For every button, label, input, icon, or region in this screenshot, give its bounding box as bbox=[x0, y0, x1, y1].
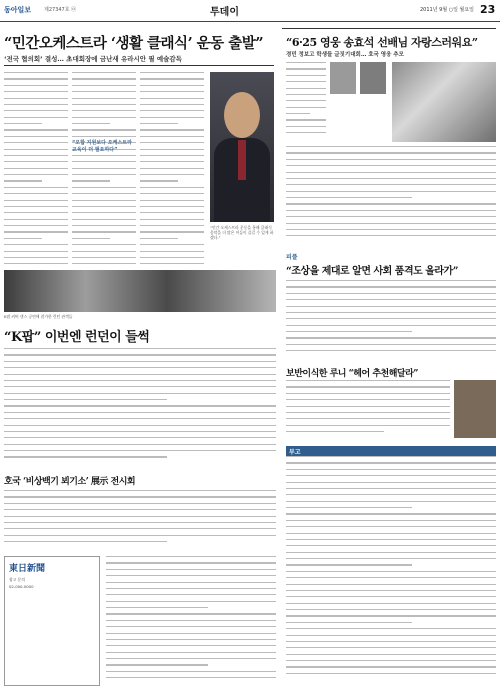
text-line bbox=[106, 677, 276, 678]
text-line bbox=[286, 590, 496, 591]
text-line bbox=[4, 104, 68, 105]
text-line bbox=[286, 203, 496, 204]
text-line bbox=[286, 660, 496, 661]
text-line bbox=[72, 225, 136, 226]
text-line bbox=[286, 533, 496, 534]
text-line bbox=[286, 380, 450, 381]
text-line bbox=[140, 110, 204, 111]
text-line bbox=[4, 85, 68, 86]
text-line bbox=[72, 180, 110, 181]
text-line bbox=[286, 462, 496, 463]
text-line bbox=[140, 168, 204, 169]
text-line bbox=[4, 405, 276, 406]
article1-headline: “민간오케스트라 ‘생활 클래식’ 운동 출발” bbox=[4, 35, 264, 52]
text-line bbox=[286, 666, 496, 667]
text-line bbox=[286, 545, 496, 546]
text-line bbox=[4, 98, 68, 99]
text-line bbox=[106, 639, 276, 640]
text-line bbox=[4, 161, 68, 162]
text-line bbox=[4, 187, 68, 188]
text-line bbox=[106, 671, 276, 672]
text-line bbox=[286, 412, 450, 413]
text-line bbox=[286, 159, 496, 160]
text-line bbox=[4, 522, 276, 523]
text-line bbox=[72, 104, 136, 105]
paper-name: 동아일보 bbox=[4, 6, 32, 14]
text-line bbox=[286, 552, 496, 553]
text-line bbox=[286, 293, 496, 294]
article2-main-photo bbox=[392, 62, 496, 142]
text-line bbox=[286, 235, 496, 236]
text-line bbox=[4, 149, 68, 150]
text-line bbox=[106, 620, 276, 621]
text-line bbox=[4, 490, 276, 491]
text-line bbox=[72, 193, 136, 194]
text-line bbox=[4, 437, 276, 438]
text-line bbox=[72, 257, 136, 258]
text-line bbox=[140, 187, 204, 188]
article7-headline: 부고 bbox=[286, 446, 496, 457]
text-line bbox=[72, 117, 136, 118]
text-line bbox=[286, 94, 326, 95]
text-line bbox=[72, 155, 136, 156]
text-line bbox=[72, 206, 136, 207]
text-line bbox=[286, 399, 450, 400]
text-line bbox=[286, 520, 496, 521]
text-line bbox=[286, 393, 450, 394]
text-line bbox=[4, 541, 167, 542]
text-line bbox=[4, 354, 276, 355]
ad-line-1: 광고 문의 bbox=[9, 577, 25, 582]
text-line bbox=[140, 91, 204, 92]
text-line bbox=[4, 212, 68, 213]
issue-number: 제27347호 ㉧ bbox=[44, 7, 77, 13]
text-line bbox=[4, 257, 68, 258]
text-line bbox=[286, 350, 496, 351]
text-line bbox=[4, 431, 276, 432]
text-line bbox=[286, 494, 496, 495]
text-line bbox=[286, 331, 412, 332]
text-line bbox=[286, 386, 450, 387]
text-line bbox=[72, 136, 136, 137]
text-line bbox=[286, 418, 450, 419]
text-line bbox=[286, 673, 496, 674]
text-line bbox=[106, 582, 276, 583]
text-line bbox=[72, 187, 136, 188]
text-line bbox=[140, 244, 204, 245]
text-line bbox=[72, 212, 136, 213]
text-line bbox=[286, 501, 496, 502]
text-line bbox=[106, 664, 208, 665]
article4-body bbox=[286, 280, 496, 360]
text-line bbox=[72, 219, 136, 220]
article2-headline: “6·25 영웅 송효석 선배님 자랑스러워요” bbox=[286, 36, 478, 49]
text-line bbox=[72, 168, 136, 169]
article1-body-col3 bbox=[140, 72, 204, 277]
article2-body-bottom bbox=[286, 146, 496, 246]
text-line bbox=[4, 180, 42, 181]
text-line bbox=[286, 197, 412, 198]
text-line bbox=[140, 251, 204, 252]
text-line bbox=[286, 469, 496, 470]
text-line bbox=[4, 117, 68, 118]
text-line bbox=[4, 193, 68, 194]
text-line bbox=[140, 129, 204, 130]
text-line bbox=[106, 594, 276, 595]
text-line bbox=[72, 231, 136, 232]
text-line bbox=[286, 507, 412, 508]
text-line bbox=[4, 367, 276, 368]
text-line bbox=[106, 562, 276, 563]
text-line bbox=[286, 344, 496, 345]
text-line bbox=[106, 569, 276, 570]
text-line bbox=[286, 132, 326, 133]
text-line bbox=[72, 263, 136, 264]
text-line bbox=[4, 528, 276, 529]
text-line bbox=[286, 312, 496, 313]
text-line bbox=[140, 72, 204, 73]
text-line bbox=[4, 399, 167, 400]
article1-body-col2 bbox=[72, 72, 136, 277]
text-line bbox=[4, 380, 276, 381]
article5-photo bbox=[454, 380, 496, 438]
text-line bbox=[286, 571, 496, 572]
article4-column-label: 피플 bbox=[286, 254, 298, 261]
text-line bbox=[286, 564, 412, 565]
text-line bbox=[4, 78, 68, 79]
article2-body-left bbox=[286, 62, 326, 142]
article5-body bbox=[286, 380, 450, 440]
text-line bbox=[286, 286, 496, 287]
text-line bbox=[286, 603, 496, 604]
text-line bbox=[72, 161, 136, 162]
text-line bbox=[72, 174, 136, 175]
text-line bbox=[72, 244, 136, 245]
text-line bbox=[140, 206, 204, 207]
text-line bbox=[286, 406, 450, 407]
text-line bbox=[140, 180, 178, 181]
article2-small-photo-1 bbox=[330, 62, 356, 94]
text-line bbox=[106, 658, 276, 659]
text-line bbox=[4, 496, 276, 497]
text-line bbox=[140, 78, 204, 79]
text-line bbox=[4, 509, 276, 510]
text-line bbox=[106, 626, 276, 627]
article6-headline: 호국 ‘비상백기 뵈기소’ 展示 전시회 bbox=[4, 477, 136, 487]
text-line bbox=[140, 123, 178, 124]
text-line bbox=[286, 513, 496, 514]
text-line bbox=[286, 146, 496, 147]
text-line bbox=[106, 633, 276, 634]
text-line bbox=[4, 142, 68, 143]
text-line bbox=[286, 584, 496, 585]
text-line bbox=[286, 622, 412, 623]
text-line bbox=[286, 223, 496, 224]
text-line bbox=[4, 225, 68, 226]
text-line bbox=[106, 588, 276, 589]
masthead bbox=[0, 0, 500, 22]
text-line bbox=[72, 251, 136, 252]
text-line bbox=[140, 117, 204, 118]
text-line bbox=[286, 539, 496, 540]
text-line bbox=[140, 231, 204, 232]
text-line bbox=[286, 88, 326, 89]
text-line bbox=[4, 516, 276, 517]
text-line bbox=[140, 193, 204, 194]
article1-portrait-photo bbox=[210, 72, 274, 222]
portrait-face bbox=[224, 92, 260, 138]
text-line bbox=[4, 200, 68, 201]
text-line bbox=[140, 212, 204, 213]
text-line bbox=[140, 238, 178, 239]
text-line bbox=[286, 325, 496, 326]
text-line bbox=[4, 361, 276, 362]
text-line bbox=[286, 62, 326, 63]
text-line bbox=[4, 91, 68, 92]
article2-small-photo-2 bbox=[360, 62, 386, 94]
text-line bbox=[72, 98, 136, 99]
article6-body bbox=[4, 490, 276, 550]
text-line bbox=[286, 609, 496, 610]
text-line bbox=[4, 425, 276, 426]
article3-headline: “K팝” 이번엔 런던이 들썩 bbox=[4, 330, 150, 345]
text-line bbox=[4, 374, 276, 375]
text-line bbox=[4, 418, 276, 419]
text-line bbox=[4, 155, 68, 156]
text-line bbox=[286, 318, 496, 319]
text-line bbox=[4, 412, 276, 413]
text-line bbox=[106, 652, 276, 653]
text-line bbox=[286, 68, 326, 69]
text-line bbox=[140, 149, 204, 150]
text-line bbox=[286, 191, 496, 192]
text-line bbox=[286, 577, 496, 578]
text-line bbox=[72, 129, 136, 130]
article1-subhead: ‘전국 협의회’ 결성… 초대회장에 금난새 유라시안 필 예술감독 bbox=[4, 55, 182, 63]
text-line bbox=[140, 219, 204, 220]
text-line bbox=[286, 654, 496, 655]
text-line bbox=[72, 110, 136, 111]
portrait-tie bbox=[238, 140, 246, 180]
text-line bbox=[286, 210, 496, 211]
text-line bbox=[286, 337, 496, 338]
text-line bbox=[286, 126, 326, 127]
article2-frame-top bbox=[282, 28, 496, 29]
text-line bbox=[106, 613, 276, 614]
text-line bbox=[72, 200, 136, 201]
text-line bbox=[4, 535, 276, 536]
text-line bbox=[4, 123, 42, 124]
text-line bbox=[140, 104, 204, 105]
text-line bbox=[286, 558, 496, 559]
article4-headline: “조상을 제대로 알면 사회 품격도 올라가” bbox=[286, 266, 458, 277]
page-number: 23 bbox=[480, 3, 496, 16]
text-line bbox=[4, 244, 68, 245]
text-line bbox=[286, 488, 496, 489]
text-line bbox=[286, 119, 326, 120]
text-line bbox=[286, 615, 496, 616]
text-line bbox=[4, 231, 68, 232]
text-line bbox=[140, 200, 204, 201]
text-line bbox=[72, 78, 136, 79]
issue-date: 2011년 9월 ○일 월요일 bbox=[420, 7, 475, 13]
article1-body-col1 bbox=[4, 72, 68, 277]
text-line bbox=[4, 219, 68, 220]
text-line bbox=[4, 456, 167, 457]
text-line bbox=[140, 263, 204, 264]
text-line bbox=[4, 503, 276, 504]
ad-line-2: 02-000-0000 bbox=[9, 584, 34, 589]
text-line bbox=[286, 81, 326, 82]
ad-brand: 東日新聞 bbox=[9, 564, 46, 574]
text-line bbox=[286, 172, 496, 173]
article1-caption: “민간 오케스트라 운동을 통해 클래식 음악을 더 많은 이들이 즐길 수 있게 하겠다.” bbox=[210, 225, 274, 240]
article3-caption: K팝 커버 댄스 공연에 참가한 런던 관객들 bbox=[4, 314, 73, 319]
text-line bbox=[4, 168, 68, 169]
text-line bbox=[286, 184, 496, 185]
text-line bbox=[286, 165, 496, 166]
article2-subhead: 경민 정보고 학생들 글짓기대회… 호국 영웅 추모 bbox=[286, 52, 404, 58]
text-line bbox=[4, 206, 68, 207]
text-line bbox=[286, 75, 326, 76]
text-line bbox=[4, 386, 276, 387]
text-line bbox=[286, 482, 496, 483]
text-line bbox=[4, 251, 68, 252]
article1-boxhead: “오합 지원보다 오케스트라 교육이 더 필요하다” bbox=[72, 140, 132, 153]
text-line bbox=[72, 85, 136, 86]
text-line bbox=[140, 225, 204, 226]
text-line bbox=[140, 136, 204, 137]
text-line bbox=[140, 142, 204, 143]
text-line bbox=[72, 238, 110, 239]
article5-headline: 보반이식한 루니 “헤어 추천해달라” bbox=[286, 369, 418, 379]
text-line bbox=[286, 100, 326, 101]
text-line bbox=[140, 161, 204, 162]
text-line bbox=[140, 85, 204, 86]
text-line bbox=[140, 98, 204, 99]
text-line bbox=[4, 110, 68, 111]
text-line bbox=[286, 299, 496, 300]
text-line bbox=[4, 174, 68, 175]
text-line bbox=[286, 280, 496, 281]
text-line bbox=[286, 178, 496, 179]
text-line bbox=[4, 263, 68, 264]
text-line bbox=[286, 635, 496, 636]
text-line bbox=[140, 155, 204, 156]
text-line bbox=[72, 91, 136, 92]
article3-photo bbox=[4, 270, 276, 312]
text-line bbox=[286, 152, 496, 153]
text-line bbox=[4, 72, 68, 73]
text-line bbox=[4, 450, 276, 451]
text-line bbox=[4, 393, 276, 394]
text-line bbox=[106, 601, 276, 602]
text-line bbox=[286, 425, 450, 426]
section-title: 투데이 bbox=[210, 7, 239, 18]
text-line bbox=[140, 174, 204, 175]
text-line bbox=[4, 238, 42, 239]
article7-body bbox=[286, 456, 496, 686]
text-line bbox=[286, 647, 496, 648]
text-line bbox=[286, 628, 496, 629]
misc-body bbox=[106, 556, 276, 686]
text-line bbox=[286, 475, 496, 476]
text-line bbox=[4, 129, 68, 130]
text-line bbox=[286, 113, 310, 114]
text-line bbox=[286, 216, 496, 217]
text-line bbox=[286, 456, 496, 457]
text-line bbox=[286, 641, 496, 642]
text-line bbox=[4, 444, 276, 445]
text-line bbox=[140, 257, 204, 258]
text-line bbox=[286, 306, 496, 307]
article3-body bbox=[4, 348, 276, 468]
text-line bbox=[106, 607, 208, 608]
text-line bbox=[4, 136, 68, 137]
text-line bbox=[286, 107, 326, 108]
ad-box bbox=[4, 556, 100, 686]
text-line bbox=[286, 229, 496, 230]
text-line bbox=[4, 348, 276, 349]
text-line bbox=[106, 645, 276, 646]
text-line bbox=[72, 72, 136, 73]
article1-rule bbox=[4, 65, 274, 66]
text-line bbox=[286, 526, 496, 527]
text-line bbox=[72, 123, 110, 124]
text-line bbox=[286, 431, 384, 432]
text-line bbox=[106, 556, 276, 557]
text-line bbox=[286, 596, 496, 597]
text-line bbox=[106, 575, 276, 576]
